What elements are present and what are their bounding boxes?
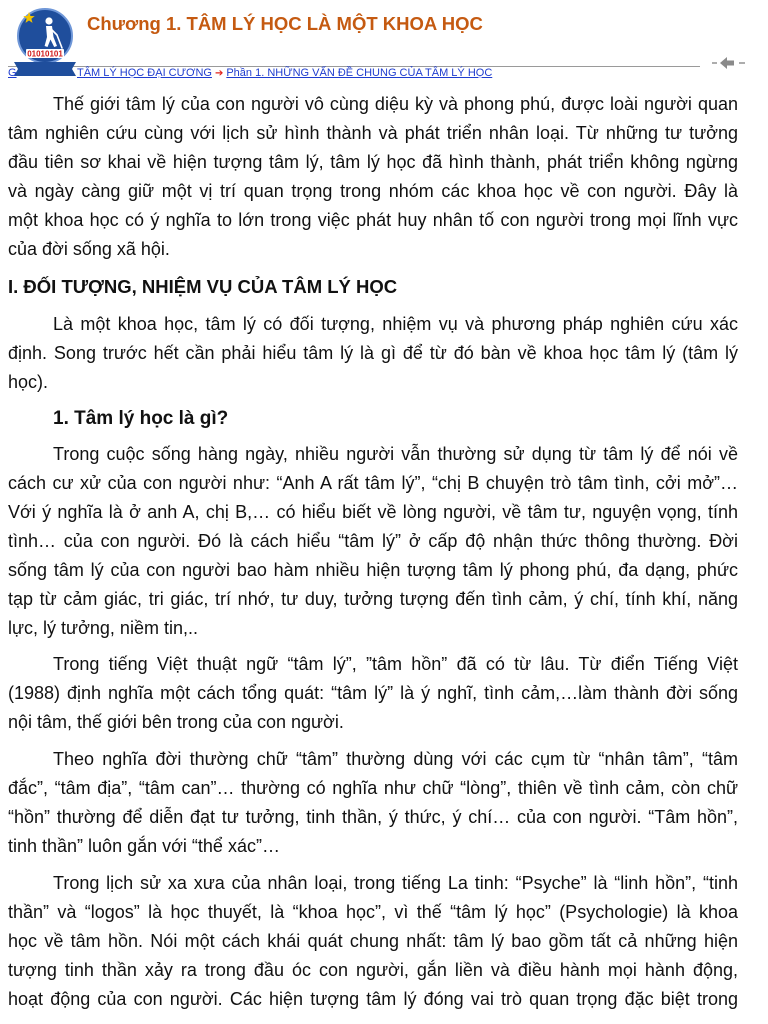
- text-line: Trong cuộc sống hàng ngày, nhiều người vẫn thường sử dụng từ tâm lý để nói về: [53, 444, 738, 464]
- text-line: Với ý nghĩa là ở anh A, chị B,… có hiểu biết về lòng người, về tâm tư, nguyện vọng, tính: [8, 502, 738, 522]
- logo-digits: 01010101: [27, 49, 63, 59]
- text-line: Là một khoa học, tâm lý có đối tượng, nhiệm vụ và phương pháp nghiên cứu xác: [53, 314, 738, 334]
- text-line: đầu tiên sơ khai về hiện tượng tâm lý, tâm lý học đã hình thành, phát triển không ngừng: [8, 152, 738, 172]
- text-line: cách cư xử của con người như: “Anh A rất tâm lý”, “chị B chuyện trò tâm tình, cởi mở”…: [8, 473, 738, 493]
- nav-arrow: [720, 57, 734, 69]
- text-line: học).: [8, 372, 49, 392]
- text-line: Theo nghĩa đời thường chữ “tâm” thường dùng với các cụm từ “nhân tâm”, “tâm: [53, 749, 738, 769]
- text-line: đắc”, “tâm địa”, “tâm can”… thường có nghĩa như chữ “lòng”, thiên về tình cảm, còn chữ: [8, 778, 738, 798]
- text-line: tâm nghiên cứu cùng với lịch sử hình thành và phát triển nhân loại. Từ những tư tưởng: [8, 123, 738, 143]
- paragraph: [8, 869, 738, 1014]
- text-line: định. Song trước hết cần phải hiểu tâm lý là gì để từ đó bàn về khoa học tâm lý (tâm lý: [8, 343, 738, 363]
- text-line: (1988) định nghĩa một cách tổng quát: “tâm lý” là ý nghĩ, tình cảm,…làm thành đời sống: [8, 683, 738, 703]
- back-arrow-icon[interactable]: [712, 56, 746, 70]
- logo-ribbon: [14, 62, 76, 76]
- arrow-right-icon: ➔: [214, 68, 224, 79]
- text-line: tạp từ cảm giác, tri giác, trí nhớ, tư duy, tưởng tượng đến tình cảm, ý chí, tính khí, năng: [8, 589, 738, 609]
- section-heading: I. ĐỐI TƯỢNG, NHIỆM VỤ CỦA TÂM LÝ HỌC: [8, 276, 398, 297]
- paragraph: [8, 650, 738, 737]
- paragraph: [8, 440, 738, 643]
- text-line: tình… của con người. Đó là cách hiểu “tâm lý” ở cấp độ nhận thức thông thường. Đời: [8, 531, 738, 551]
- breadcrumb-book-link[interactable]: TÂM LÝ HỌC ĐẠI CƯƠNG: [77, 67, 212, 79]
- breadcrumb-root[interactable]: [8, 67, 17, 80]
- paragraph-intro: [8, 90, 738, 264]
- blind-person-logo-icon: [12, 6, 78, 80]
- text-line: “hồn” thường để diễn đạt tư tưởng, tinh thần, ý thức, ý chí… của con người. “Tâm hồn”,: [8, 807, 738, 827]
- text-line: và ngày càng giữ một vị trí quan trọng trong nhóm các khoa học về con người. Đây là: [8, 181, 738, 201]
- paragraph: [8, 745, 738, 861]
- logo-figure-head: [45, 17, 52, 24]
- text-line: Trong tiếng Việt thuật ngữ “tâm lý”, ”tâm hồn” đã có từ lâu. Từ điển Tiếng Việt: [53, 654, 738, 674]
- breadcrumb-part-link[interactable]: Phần 1. NHỮNG VẤN ĐỀ CHUNG CỦA TÂM LÝ HỌC: [226, 67, 493, 79]
- text-line: nội tâm, thế giới bên trong của con người.: [8, 712, 344, 732]
- text-line: một khoa học có ý nghĩa to lớn trong việc phát huy nhân tố con người trong mọi lĩnh vực: [8, 210, 738, 230]
- text-line: tinh thần” luôn gắn với “thể xác”…: [8, 836, 280, 856]
- paragraph-section-intro: [8, 310, 738, 397]
- text-line: sống tâm lý của con người bao hàm nhiều hiện tượng tâm lý phong phú, đa dạng, phức: [8, 560, 738, 580]
- text-line: hoạt động của con người. Các hiện tượng tâm lý đóng vai trò quan trọng đặc biệt trong: [8, 989, 738, 1009]
- text-line: tượng tinh thần xảy ra trong đầu óc con người, gắn liền và điều hành mọi hành động,: [8, 960, 738, 980]
- breadcrumb-root-link[interactable]: G: [8, 67, 17, 79]
- text-line: Thế giới tâm lý của con người vô cùng diệu kỳ và phong phú, được loài người quan: [53, 94, 738, 114]
- chapter-title: Chương 1. TÂM LÝ HỌC LÀ MỘT KHOA HỌC: [87, 13, 483, 34]
- text-line: thần” và “logos” là học thuyết, là “khoa học”, vì thế “tâm lý học” (Psychologie) là khoa: [8, 902, 738, 922]
- text-line: lực, lý tưởng, niềm tin,..: [8, 618, 198, 638]
- text-line: học về tâm hồn. Nói một cách khái quát chung nhất: tâm lý bao gồm tất cả những hiện: [8, 931, 738, 951]
- text-line: của đời sống xã hội.: [8, 239, 170, 259]
- subsection-heading: 1. Tâm lý học là gì?: [53, 408, 229, 429]
- text-line: Trong lịch sử xa xưa của nhân loại, trong tiếng La tinh: “Psyche” là “linh hồn”, “tinh: [53, 873, 738, 893]
- breadcrumb: [77, 67, 492, 80]
